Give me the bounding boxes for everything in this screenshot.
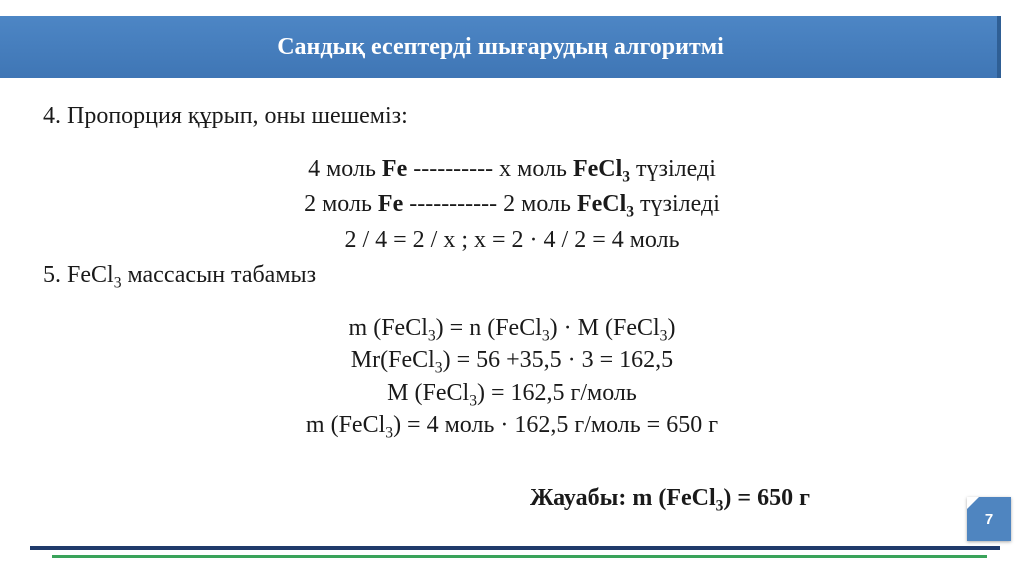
page-number: 7: [984, 510, 994, 528]
step5-heading: 5. FeCl$_3$ массасын табамыз: [43, 262, 317, 292]
row1-fecl3: FeCl$_3$: [572, 156, 631, 186]
row2-tail: түзіледі: [634, 191, 720, 217]
slide-title: Сандық есептерді шығарудың алгоритмі: [277, 33, 724, 60]
footer-rule-blue: [30, 546, 1000, 550]
title-bar-edge: [997, 16, 1001, 78]
proportion-row-2: [0, 189, 1024, 219]
step4-heading: 4. Пропорция құрып, оны шешеміз:: [43, 103, 408, 129]
formula-molar-relative: Mr(FeCl$_3$) = 56 +35,5 · 3 = 162,5: [350, 347, 674, 377]
row1-tail: түзіледі: [630, 156, 716, 182]
answer: Жауабы: m (FeCl$_3$) = 650 г: [530, 485, 810, 515]
row2-lead: 2 моль: [304, 191, 378, 217]
row1-dashes: ---------- x моль: [407, 156, 573, 182]
formula-mass-result: m (FeCl$_3$) = 4 моль · 162,5 г/моль = 650 г: [305, 412, 719, 442]
formula-mass: m (FeCl$_3$) = n (FeCl$_3$) · M (FeCl$_3$): [348, 315, 676, 345]
row1-lead: 4 моль: [308, 156, 382, 182]
row2-fecl3: FeCl$_3$: [576, 191, 635, 221]
formula-molar-mass: M (FeCl$_3$) = 162,5 г/моль: [387, 380, 637, 410]
row1-fe: Fe: [381, 156, 408, 182]
proportion-row-1: [0, 154, 1024, 184]
title-bar: [0, 16, 1001, 78]
row2-dashes: ----------- 2 моль: [403, 191, 577, 217]
footer-rule-green: [52, 555, 987, 558]
proportion-solution: 2 / 4 = 2 / x ; x = 2 · 4 / 2 = 4 моль: [344, 227, 680, 253]
page-number-fold: [967, 497, 979, 509]
row2-fe: Fe: [377, 191, 404, 217]
